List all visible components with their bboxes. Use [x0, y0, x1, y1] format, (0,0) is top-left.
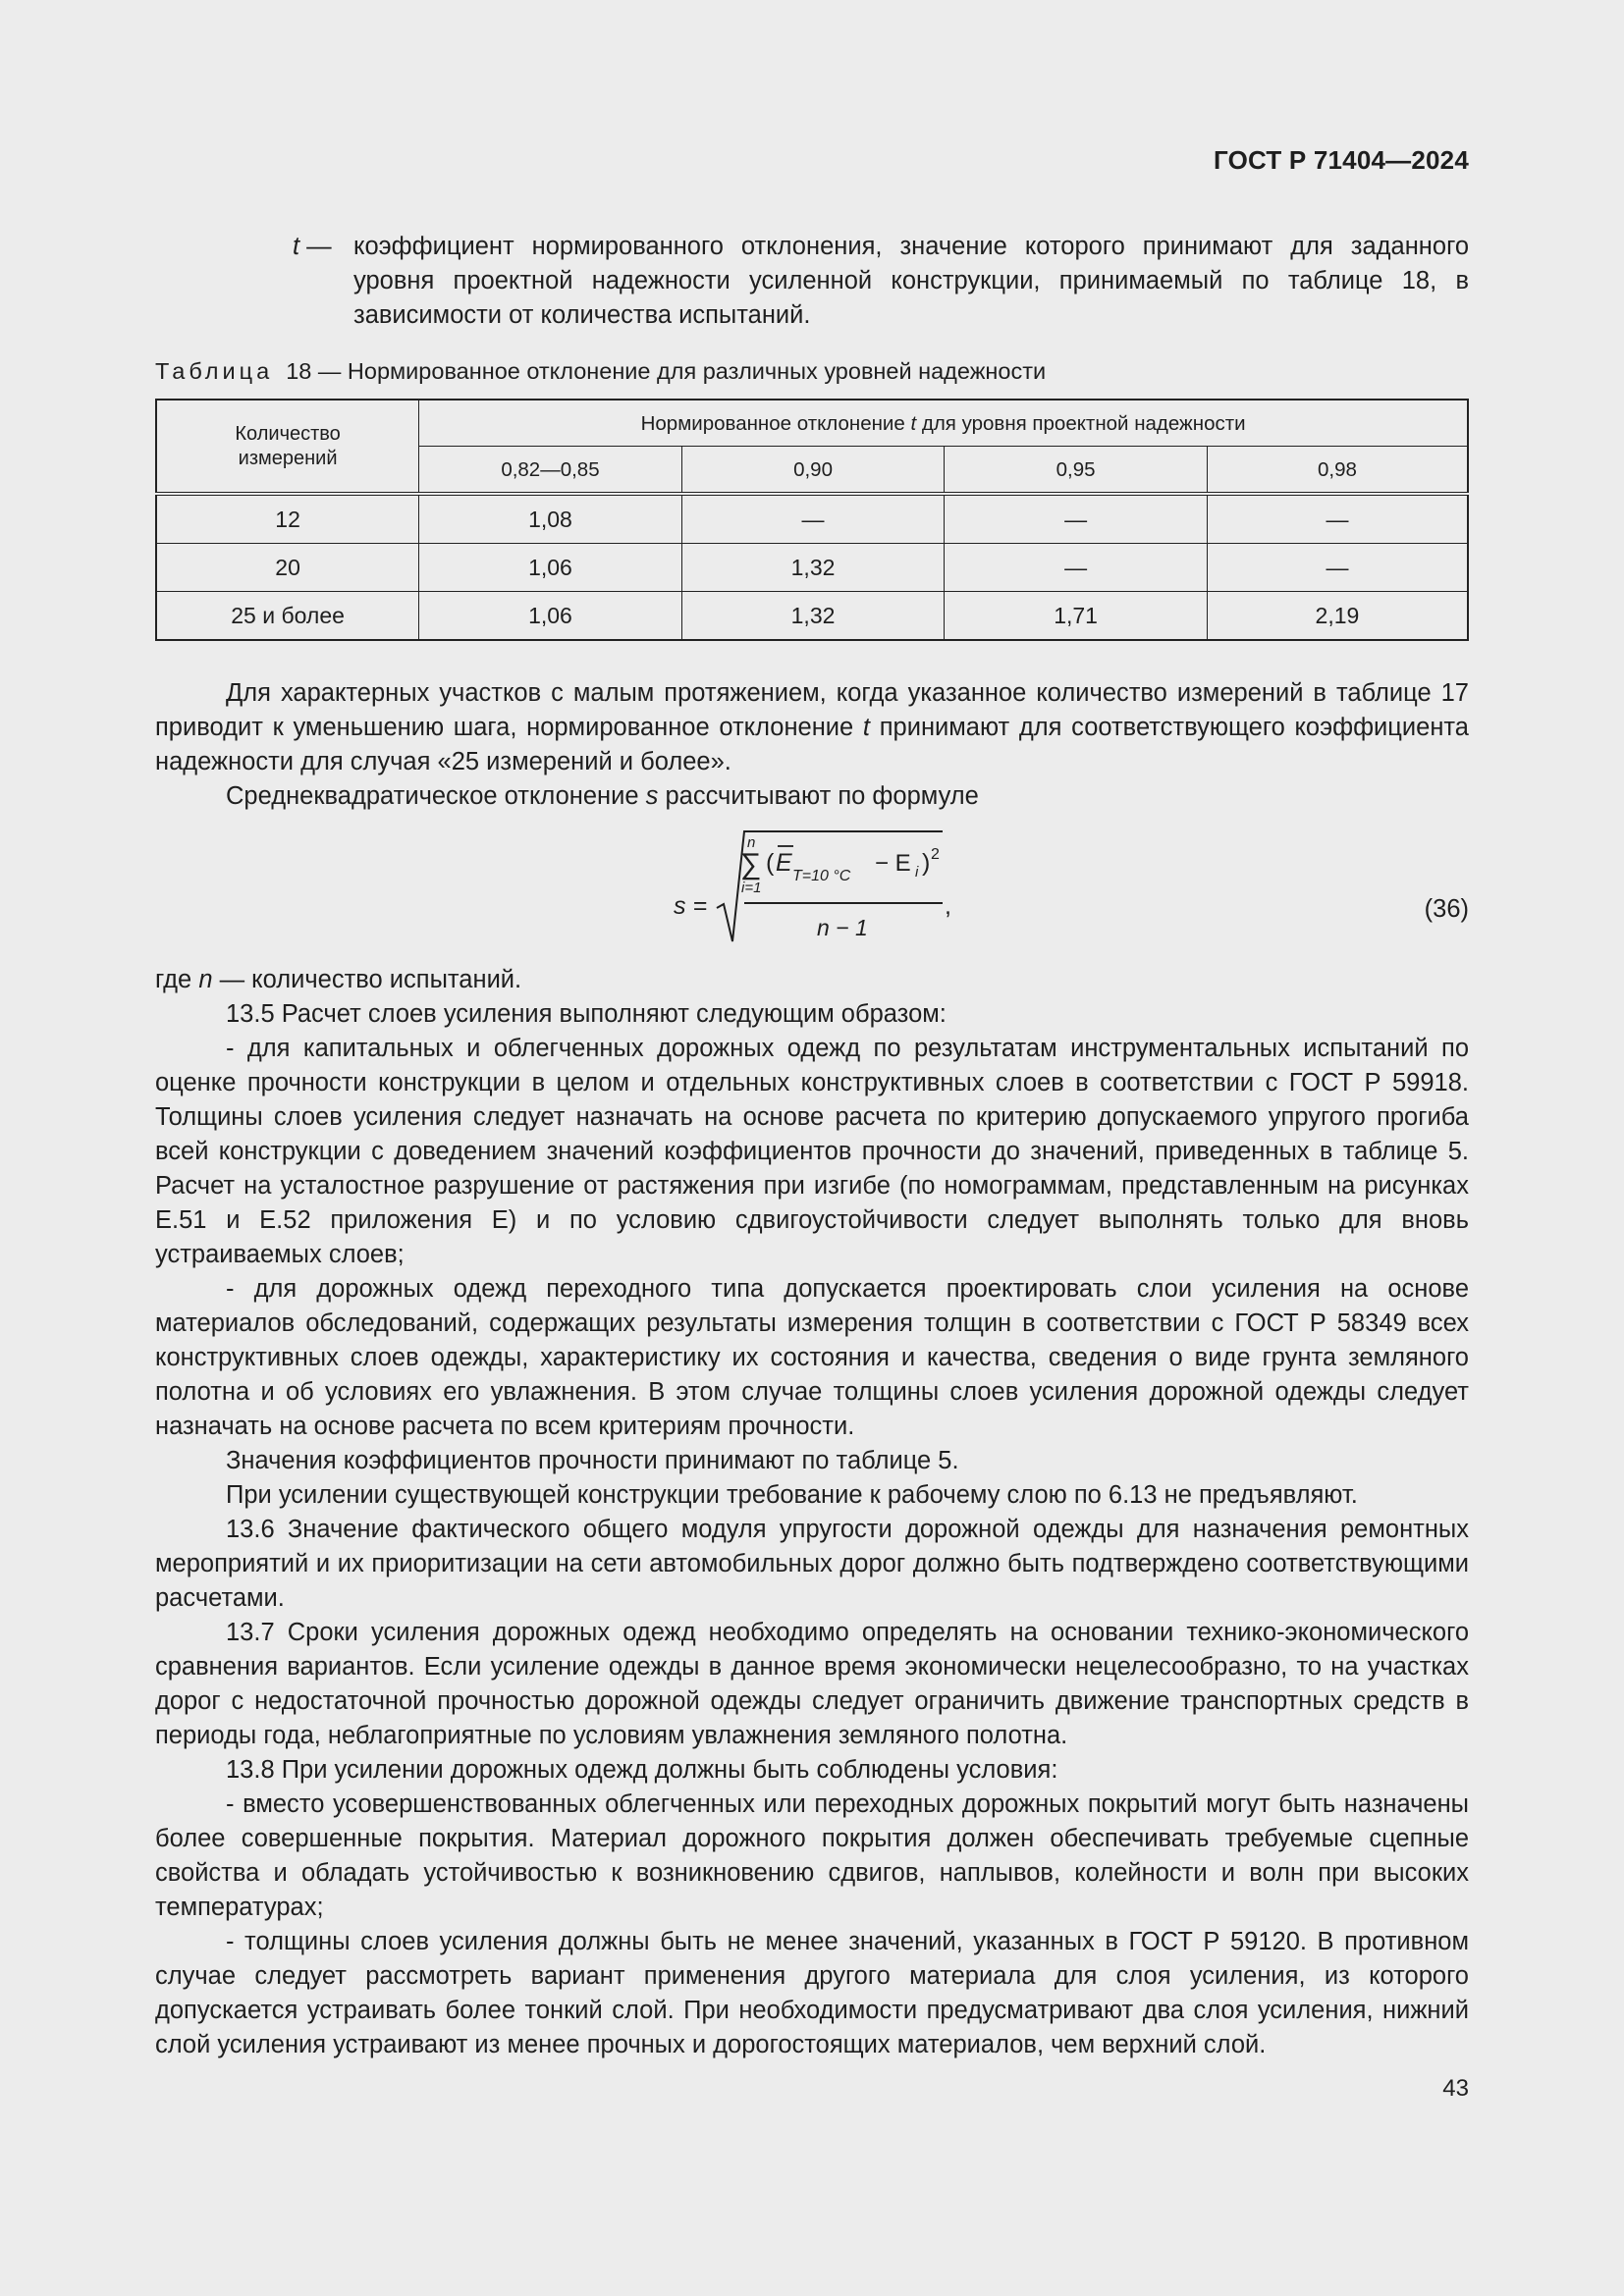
formula-svg [155, 826, 1469, 957]
cell-value: 1,06 [419, 592, 682, 641]
sum-upper: n [747, 834, 756, 851]
sum-lower: i=1 [741, 880, 762, 896]
cell-value: — [681, 494, 945, 544]
cell-value: 1,32 [681, 592, 945, 641]
minus-ei: − E [875, 850, 911, 877]
header-level: 0,95 [945, 447, 1208, 495]
formula-comma: , [945, 892, 951, 920]
paragraph: - для дорожных одежд переходного типа допускается проектировать слои усиления на основе материалов обследований, содержащих результаты измерения толщин в соответствии с ГОСТ Р 58349 всех конструктивных слоев одежды, характеристику их состояния и качества, сведения о виде грунта земляного полотна и об условиях его увлажнения. В этом случае толщины слоев усиления дорожной одежды следует назначать на основе расчета по всем критериям прочности. [155, 1275, 1469, 1440]
cell-value: 1,71 [945, 592, 1208, 641]
equation-number: (36) [1424, 895, 1469, 923]
denominator: n − 1 [817, 915, 868, 940]
cell-value: 2,19 [1207, 592, 1468, 641]
table-caption: Таблица 18 — Нормированное отклонение для различных уровней надежности [155, 358, 1047, 384]
table-18 [155, 399, 1469, 641]
document-code: ГОСТ Р 71404—2024 [1214, 145, 1469, 175]
paragraph: - толщины слоев усиления должны быть не менее значений, указанных в ГОСТ Р 59120. В противном случае следует рассмотреть вариант применения другого материала для слоя усиления, из которого допускается устраивать более тонкий слой. При необходимости предусматривают два слоя усиления, нижний слой усиления устраивают из менее прочных и дорогостоящих материалов, чем верхний слой. [155, 1928, 1469, 2058]
subscript-temperature: T=10 °C [792, 868, 851, 884]
page-content [155, 230, 1469, 2062]
e-bar: E [776, 849, 792, 877]
paragraph: 13.5 Расчет слоев усиления выполняют следующим образом: [226, 1000, 947, 1028]
paragraph: Значения коэффициентов прочности принимают по таблице 5. [226, 1447, 959, 1474]
definition-symbol: t — [293, 233, 332, 260]
cell-value: 1,32 [681, 544, 945, 592]
paragraph: 13.7 Сроки усиления дорожных одежд необходимо определять на основании технико-экономического сравнения вариантов. Если усиление одежды в данное время экономически нецелесообразно, то на участках дорог с недостаточной прочностью дорожной одежды следует ограничить движение транспортных средств в периоды года, неблагоприятные по условиям увлажнения земляного полотна. [155, 1619, 1469, 1749]
paragraph: При усилении существующей конструкции требование к рабочему слою по 6.13 не предъявляют. [226, 1481, 1358, 1509]
page-number: 43 [1442, 2075, 1469, 2102]
header-group: Нормированное отклонение t для уровня проектной надежности [419, 400, 1468, 447]
paren-open: ( [766, 849, 775, 877]
cell-value: — [1207, 544, 1468, 592]
paragraph: 13.8 При усилении дорожных одежд должны быть соблюдены условия: [226, 1756, 1058, 1784]
definition-t [293, 230, 1469, 333]
cell-value: — [945, 494, 1208, 544]
header-level: 0,98 [1207, 447, 1468, 495]
formula-36 [155, 826, 1469, 957]
header-level: 0,82—0,85 [419, 447, 682, 495]
header-qty: Количество измерений [156, 400, 419, 494]
superscript-2: 2 [931, 846, 940, 863]
header-level: 0,90 [681, 447, 945, 495]
paragraph: - для капитальных и облегченных дорожных одежд по результатам инструментальных испытаний по оценке прочности конструкции в целом и отдельных конструктивных слоев в соответствии с ГОСТ Р 59918. Толщины слоев усиления следует назначать на основе расчета по критерию допускаемого упругого прогиба всей конструкции с доведением значений коэффициентов прочности до значений, приведенных в таблице 5. Расчет на усталостное разрушение от растяжения при изгибе (по номограммам, представленным на рисунках Е.51 и Е.52 приложения Е) и по условию сдвигоустойчивости следует выполнять только для вновь устраиваемых слоев; [155, 1035, 1469, 1268]
paragraph: 13.6 Значение фактического общего модуля упругости дорожной одежды для назначения ремонтных мероприятий и их приоритизации на сети автомобильных дорог должно быть подтверждено соответствующими расчетами. [155, 1516, 1469, 1612]
cell-qty: 20 [156, 544, 419, 592]
definition-text: коэффициент нормированного отклонения, значение которого принимают для заданного уровня проектной надежности усиленной конструкции, принимаемый по таблице 18, в зависимости от количества испытаний. [353, 233, 1469, 329]
sum-sign: ∑ [740, 848, 762, 881]
cell-qty: 25 и более [156, 592, 419, 641]
paragraph: Среднеквадратическое отклонение s рассчитывают по формуле [226, 782, 979, 810]
paren-close: ) [922, 849, 931, 877]
subscript-i: i [915, 864, 919, 881]
paragraph: Для характерных участков с малым протяжением, когда указанное количество измерений в таблице 17 приводит к уменьшению шага, нормированное отклонение t принимают для соответствующего коэффициента надежности для случая «25 измерений и более». [155, 679, 1469, 775]
formula-lhs: s = [674, 892, 708, 920]
cell-value: 1,08 [419, 494, 682, 544]
paragraph: где n — количество испытаний. [155, 966, 522, 993]
table-row [156, 592, 1468, 641]
paragraph: - вместо усовершенствованных облегченных или переходных дорожных покрытий могут быть назначены более совершенные покрытия. Материал дорожного покрытия должен обеспечивать требуемые сцепные свойства и обладать устойчивостью к возникновению сдвигов, наплывов, колейности и волн при высоких температурах; [155, 1790, 1469, 1921]
cell-value: — [1207, 494, 1468, 544]
cell-value: — [945, 544, 1208, 592]
cell-qty: 12 [156, 494, 419, 544]
table-row [156, 494, 1468, 544]
table-row [156, 544, 1468, 592]
cell-value: 1,06 [419, 544, 682, 592]
